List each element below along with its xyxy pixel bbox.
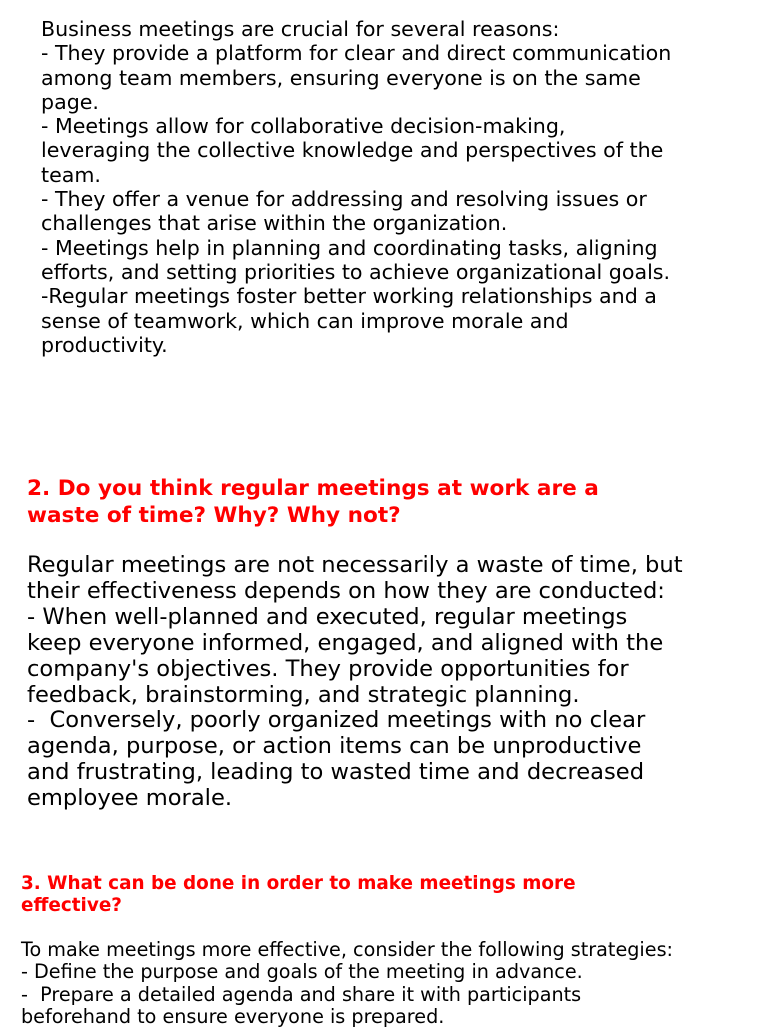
text-line: - Meetings allow for collaborative decision-making,: [41, 114, 566, 139]
answer-2-text: [27, 553, 768, 812]
text-line: - Define the purpose and goals of the meeting in advance.: [21, 960, 583, 984]
text-line: challenges that arise within the organization.: [41, 211, 508, 236]
text-line: and frustrating, leading to wasted time and decreased: [27, 759, 645, 786]
text-line: - They provide a platform for clear and direct communication: [41, 41, 672, 66]
heading-line: effective?: [21, 894, 122, 916]
heading-line: waste of time? Why? Why not?: [27, 502, 401, 528]
text-line: Regular meetings are not necessarily a waste of time, but: [27, 552, 683, 578]
text-line: among team members, ensuring everyone is on the same: [41, 65, 641, 90]
text-line: - Conversely, poorly organized meetings with no clear: [27, 707, 646, 734]
text-line: employee morale.: [27, 785, 233, 812]
text-line: sense of teamwork, which can improve morale and: [41, 308, 569, 333]
text-line: team.: [41, 162, 101, 187]
heading-line: 2. Do you think regular meetings at work are a: [27, 476, 599, 501]
text-line: - They offer a venue for addressing and resolving issues or: [41, 187, 647, 212]
question-3-heading: [21, 873, 768, 916]
text-line: Business meetings are crucial for several reasons:: [41, 17, 560, 41]
heading-line: 3. What can be done in order to make meetings more: [21, 873, 576, 894]
text-line: leveraging the collective knowledge and perspectives of the: [41, 138, 664, 163]
text-line: feedback, brainstorming, and strategic planning.: [27, 681, 580, 708]
text-line: agenda, purpose, or action items can be unproductive: [27, 733, 642, 760]
text-line: - When well-planned and executed, regular meetings: [27, 603, 628, 630]
text-line: page.: [41, 89, 99, 114]
answer-3-text: [21, 939, 768, 1028]
question-2-heading: [27, 476, 768, 529]
text-line: - Meetings help in planning and coordinating tasks, aligning: [41, 235, 658, 260]
text-line: company's objectives. They provide opportunities for: [27, 655, 629, 682]
text-line: keep everyone informed, engaged, and aligned with the: [27, 629, 664, 656]
text-line: productivity.: [41, 332, 168, 357]
text-line: To make meetings more effective, consider the following strategies:: [21, 938, 674, 961]
text-line: efforts, and setting priorities to achieve organizational goals.: [41, 259, 671, 284]
text-line: - Prepare a detailed agenda and share it with participants: [21, 982, 582, 1006]
text-line: their effectiveness depends on how they are conducted:: [27, 577, 665, 604]
intro-reasons-text: [41, 17, 768, 357]
text-line: -Regular meetings foster better working relationships and a: [41, 284, 657, 309]
text-line: beforehand to ensure everyone is prepared.: [21, 1004, 445, 1028]
